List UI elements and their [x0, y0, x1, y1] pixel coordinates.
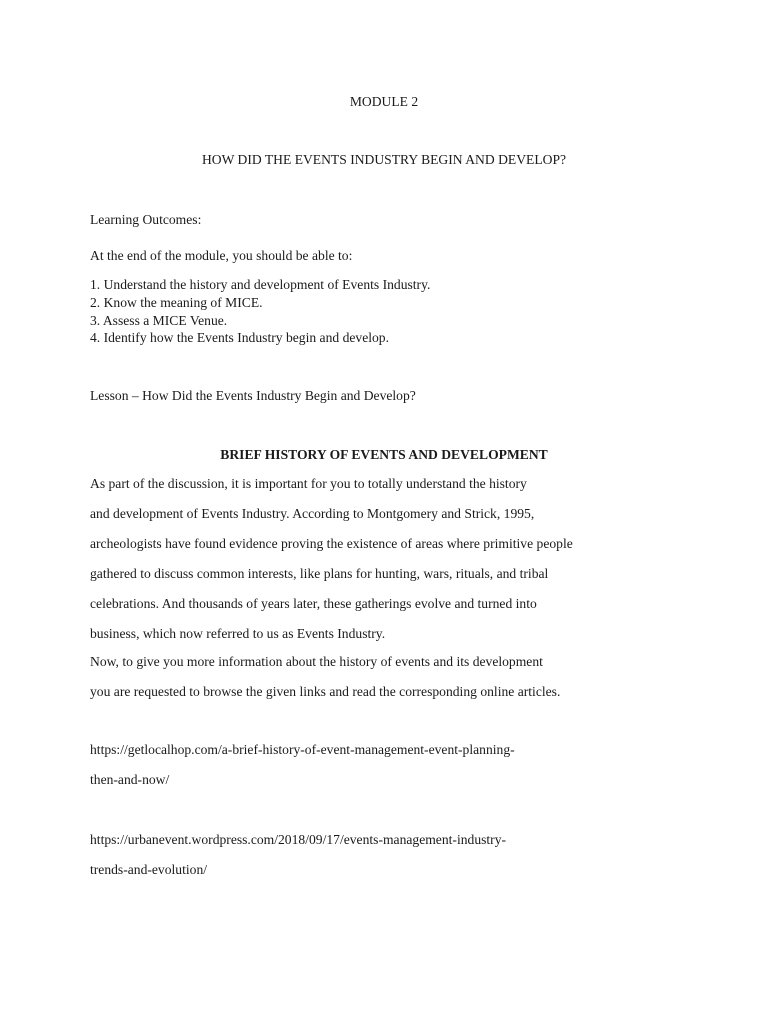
- article-link-line[interactable]: https://getlocalhop.com/a-brief-history-of-event-management-event-planning-: [90, 742, 515, 757]
- outcome-item: 3. Assess a MICE Venue.: [90, 313, 228, 328]
- outcome-item: 4. Identify how the Events Industry begin and develop.: [90, 330, 389, 345]
- body-line: archeologists have found evidence proving the existence of areas where primitive people: [90, 536, 573, 551]
- article-link-line[interactable]: trends-and-evolution/: [90, 862, 208, 877]
- lesson-title: Lesson – How Did the Events Industry Begin and Develop?: [90, 388, 416, 403]
- body-line: Now, to give you more information about the history of events and its development: [90, 654, 543, 669]
- body-line: gathered to discuss common interests, like plans for hunting, wars, rituals, and tribal: [90, 566, 549, 581]
- article-link-line[interactable]: then-and-now/: [90, 772, 170, 787]
- outcomes-intro: At the end of the module, you should be able to:: [90, 248, 353, 263]
- learning-outcomes-label: Learning Outcomes:: [90, 212, 202, 227]
- outcome-item: 2. Know the meaning of MICE.: [90, 295, 263, 310]
- body-line: As part of the discussion, it is important for you to totally understand the history: [90, 476, 527, 491]
- outcome-item: 1. Understand the history and development of Events Industry.: [90, 277, 431, 292]
- body-line: you are requested to browse the given links and read the corresponding online articles.: [90, 684, 561, 699]
- body-line: and development of Events Industry. According to Montgomery and Strick, 1995,: [90, 506, 535, 521]
- body-line: celebrations. And thousands of years later, these gatherings evolve and turned into: [90, 596, 537, 611]
- body-line: business, which now referred to us as Events Industry.: [90, 626, 386, 641]
- module-title: HOW DID THE EVENTS INDUSTRY BEGIN AND DEVELOP?: [201, 152, 567, 167]
- article-link-line[interactable]: https://urbanevent.wordpress.com/2018/09/17/events-management-industry-: [90, 832, 507, 847]
- module-label: MODULE 2: [349, 94, 419, 109]
- section-heading: BRIEF HISTORY OF EVENTS AND DEVELOPMENT: [220, 447, 548, 462]
